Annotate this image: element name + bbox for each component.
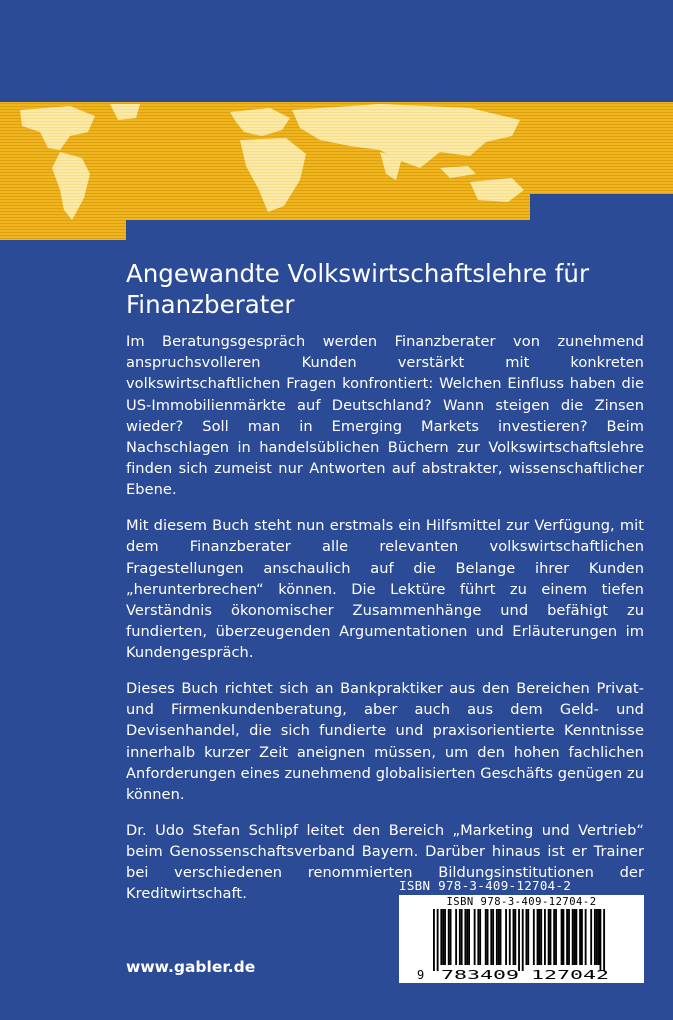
barcode-bar (492, 909, 494, 965)
barcode-bar (496, 909, 498, 965)
blurb (126, 331, 644, 919)
isbn-label: ISBN 978-3-409-12704-2 (399, 878, 572, 893)
barcode-bar (555, 909, 557, 965)
barcode-bar (603, 909, 605, 971)
barcode-bar (544, 909, 546, 965)
barcode-bar (444, 909, 446, 965)
barcode-bar (548, 909, 550, 965)
barcode-bar (568, 909, 570, 965)
barcode-bar (437, 909, 439, 971)
isbn-barcode (399, 895, 644, 983)
barcode-bar (466, 909, 468, 965)
barcode-bar (572, 909, 574, 965)
barcode-bar (533, 909, 535, 965)
barcode-bar (500, 909, 502, 965)
barcode-bar (518, 909, 520, 971)
barcode-bar (455, 909, 457, 965)
barcode-bar (594, 909, 596, 965)
barcode-bar (538, 909, 540, 965)
barcode-bar (490, 909, 492, 965)
barcode-bar (526, 909, 528, 965)
barcode-bar (487, 909, 489, 965)
barcode-bar (464, 909, 466, 965)
barcode-bar (600, 909, 602, 971)
barcode-bar (585, 909, 587, 965)
paragraph-author-bio: Dr. Udo Stefan Schlipf leitet den Bereich „Marketing und Vertrieb“ beim Genossenschaftsverband Bayern. Darüber hinaus ist er Trainer bei verschiedenen renommierten Bildungsinstitutionen der Kreditwirtschaft. (126, 821, 644, 903)
world-map-band (0, 102, 673, 240)
barcode-bar (461, 909, 463, 965)
barcode-bar (563, 909, 565, 965)
barcode-bar (442, 909, 444, 965)
barcode-isbn-line: ISBN 978-3-409-12704-2 (446, 896, 597, 908)
barcode-bar (513, 909, 515, 965)
barcode-bar (598, 909, 600, 965)
barcode-bar (566, 909, 568, 965)
barcode-bar (505, 909, 507, 965)
barcode-bar (485, 909, 487, 965)
barcode-bar (477, 909, 479, 965)
barcode-bar (581, 909, 583, 965)
barcode-bar (479, 909, 481, 965)
barcode-bar (574, 909, 576, 965)
barcode-bar (550, 909, 552, 965)
barcode-bar (450, 909, 452, 965)
paragraph-target-audience: Dieses Buch richtet sich an Bankpraktiker aus den Bereichen Privat- und Firmenkundenberatung, aber auch aus dem Geld- und Devisenhandel, die sich fundierte und praxisorientierte Kenntnisse innerhalb kurzer Zeit aneignen müssen, um den hohen fachlichen Anforderungen eines zunehmend globalisierten Geschäfts genügen zu können. (126, 680, 644, 804)
barcode-bar (579, 909, 581, 965)
barcode-bar (522, 909, 524, 971)
barcode-graphic (399, 895, 644, 983)
barcode-bar (433, 909, 435, 971)
barcode-bar (448, 909, 450, 965)
barcode-bar (440, 909, 442, 965)
book-title: Angewandte Volkswirtschaftslehre für Finanzberater (126, 259, 590, 319)
barcode-right-digits: 127042 (531, 968, 609, 982)
barcode-bars (433, 909, 605, 971)
barcode-bar (514, 909, 516, 965)
barcode-bar (553, 909, 555, 965)
publisher-url: www.gabler.de (126, 958, 256, 976)
world-map-illustration (0, 102, 673, 240)
barcode-first-digit: 9 (417, 968, 425, 982)
paragraph-book-description: Mit diesem Buch steht nun erstmals ein Hilfsmittel zur Verfügung, mit dem Finanzberater alle relevanten volkswirtschaftlichen Fragestellungen anschaulich auf die Belange ihrer Kunden „herunterbrechen“ können. Die Lektüre führt zu einem tiefen Verständnis ökonomischer Zusammenhänge und befähigt zu fundierten, überzeugenden Argumentationen und Erläuterungen im Kundengespräch. (126, 517, 644, 662)
barcode-bar (561, 909, 563, 965)
barcode-bar (498, 909, 500, 965)
barcode-bar (540, 909, 542, 965)
barcode-bar (474, 909, 476, 965)
barcode-bar (596, 909, 598, 965)
barcode-bar (459, 909, 461, 965)
paragraph-intro: Im Beratungsgespräch werden Finanzberater von zunehmend anspruchsvolleren Kunden verstärkt mit konkreten volkswirtschaftlichen Fragen konfrontiert: Welchen Einfluss haben die US-Immobilienmärkte auf Deutschland? Wann steigen die Zinsen wieder? Soll man in Emerging Markets investieren? Beim Nachschlagen in handelsüblichen Büchern zur Volkswirtschaftslehre finden sich zumeist nur Antworten auf abstrakter, wissenschaftlicher Ebene. (126, 333, 644, 499)
barcode-bar (527, 909, 529, 965)
barcode-bar (509, 909, 511, 965)
barcode-left-digits: 783409 (441, 968, 519, 982)
barcode-bar (590, 909, 592, 965)
barcode-bar (468, 909, 470, 965)
barcode-bar (537, 909, 539, 965)
barcode-bar (575, 909, 577, 965)
